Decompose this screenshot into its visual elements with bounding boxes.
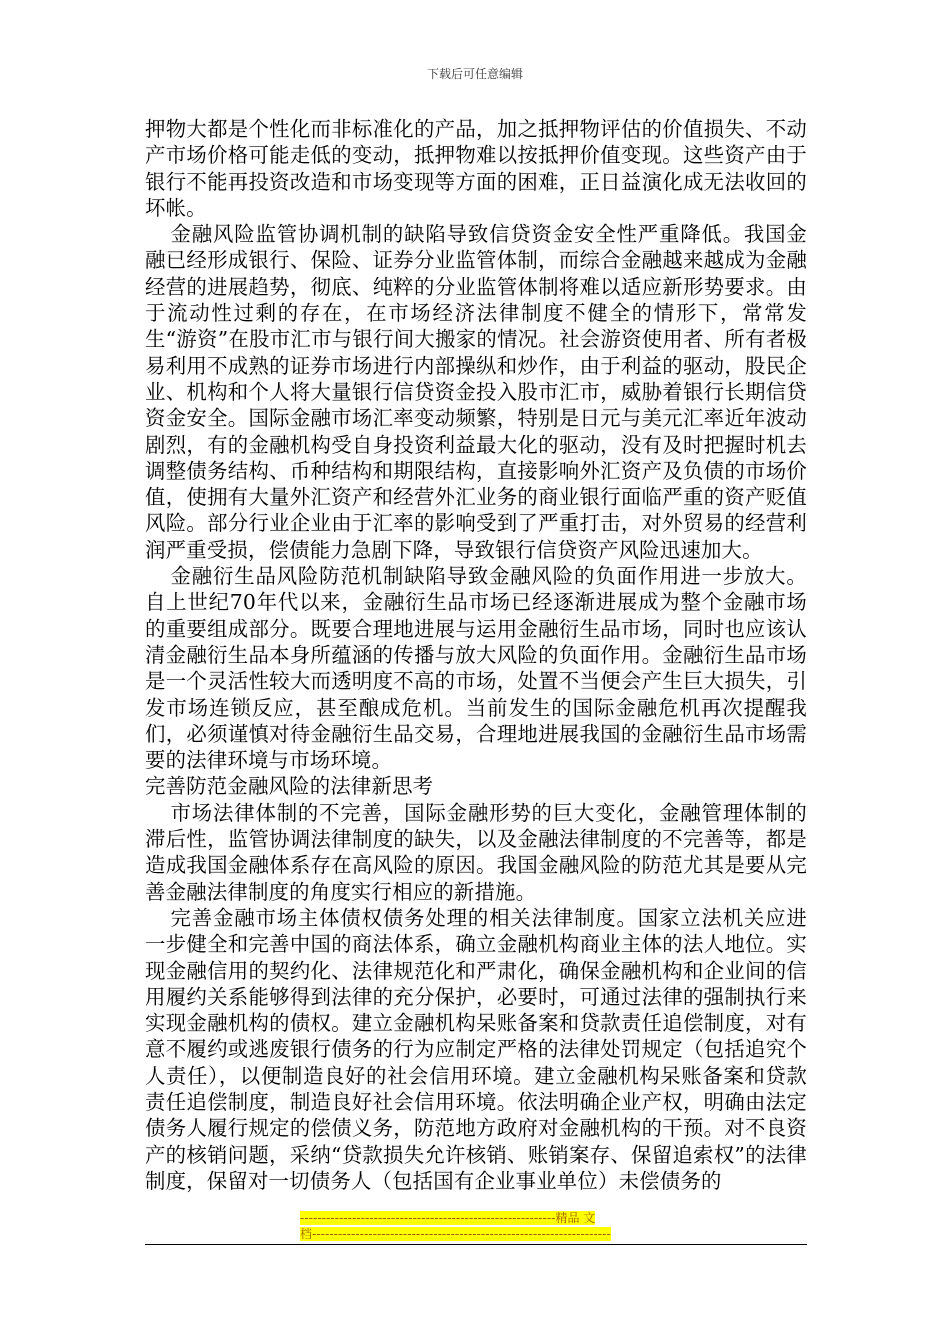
paragraph-debt-handling-law: 完善金融市场主体债权债务处理的相关法律制度。国家立法机关应进一步健全和完善中国的商法体系，确立金融机构商业主体的法人地位。实现金融信用的契约化、法律规范化和严肃化，确保金融机构和企业间的信用履约关系能够得到法律的充分保护，必要时，可通过法律的强制执行来实现金融机构的债权。建立金融机构呆账备案和贷款责任追偿制度，对有意不履约或逃废银行债务的行为应制定严格的法律处罚规定（包括追究个人责任），以便制造良好的社会信用环境。建立金融机构呆账备案和贷款责任追偿制度，制造良好社会信用环境。依法明确企业产权，明确由法定债务人履行规定的偿债义务，防范地方政府对金融机构的干预。对不良资产的核销问题，采纳“贷款损失允许核销、账销案存、保留追索权”的法律制度，保留对一切债务人（包括国有企业事业单位）未偿债务的 — [145, 905, 807, 1193]
page-header-note: 下载后可任意编辑 — [426, 67, 523, 81]
footer-note-line1: -----------------------------------------------------------精品 文 — [300, 1211, 596, 1225]
paragraph-derivatives-risk: 金融衍生品风险防范机制缺陷导致金融风险的负面作用进一步放大。自上世纪70年代以来，金融衍生品市场已经逐渐进展成为整个金融市场的重要组成部分。既要合理地进展与运用金融衍生品市场，同时也应该认清金融衍生品本身所蕴涵的传播与放大风险的负面作用。金融衍生品市场是一个灵活性较大而透明度不高的市场，处置不当便会产生巨大损失，引发市场连锁反应，甚至酿成危机。当前发生的国际金融危机再次提醒我们，必须谨慎对待金融衍生品交易，合理地进展我国的金融衍生品市场需要的法律环境与市场环境。 — [145, 564, 807, 773]
paragraph-legal-system-causes: 市场法律体制的不完善，国际金融形势的巨大变化，金融管理体制的滞后性，监管协调法律制度的缺失，以及金融法律制度的不完善等，都是造成我国金融体系存在高风险的原因。我国金融风险的防范尤其是要从完善金融法律制度的角度实行相应的新措施。 — [145, 800, 807, 904]
footer-note — [300, 1210, 660, 1242]
footer-note-line2: 档--------------------------------------------------------------------- — [300, 1227, 611, 1241]
paragraph-collateral-continuation: 押物大都是个性化而非标准化的产品，加之抵押物评估的价值损失、不动产市场价格可能走低的变动，抵押物难以按抵押价值变现。这些资产由于银行不能再投资改造和市场变现等方面的困难，正日益演化成无法收回的坏帐。 — [145, 117, 807, 220]
paragraph-supervision-coordination: 金融风险监管协调机制的缺陷导致信贷资金安全性严重降低。我国金融已经形成银行、保险、证券分业监管体制，而综合金融越来越成为金融经营的进展趋势，彻底、纯粹的分业监管体制将难以适应新形势要求。由于流动性过剩的存在，在市场经济法律制度不健全的情形下，常常发生“游资”在股市汇市与银行间大搬家的情况。社会游资使用者、所有者极易利用不成熟的证券市场进行内部操纵和炒作，由于利益的驱动，股民企业、机构和个人将大量银行信贷资金投入股市汇市，威胁着银行长期信贷资金安全。国际金融市场汇率变动频繁，特别是日元与美元汇率近年波动剧烈，有的金融机构受自身投资利益最大化的驱动，没有及时把握时机去调整债务结构、币种结构和期限结构，直接影响外汇资产及负债的市场价值，使拥有大量外汇资产和经营外汇业务的商业银行面临严重的资产贬值风险。部分行业企业由于汇率的影响受到了严重打击，对外贸易的经营利润严重受损，偿债能力急剧下降，导致银行信贷资产风险迅速加大。 — [145, 222, 807, 562]
footer-divider — [145, 1244, 807, 1245]
document-body — [145, 116, 807, 1194]
section-heading: 完善防范金融风险的法律新思考 — [145, 774, 434, 799]
